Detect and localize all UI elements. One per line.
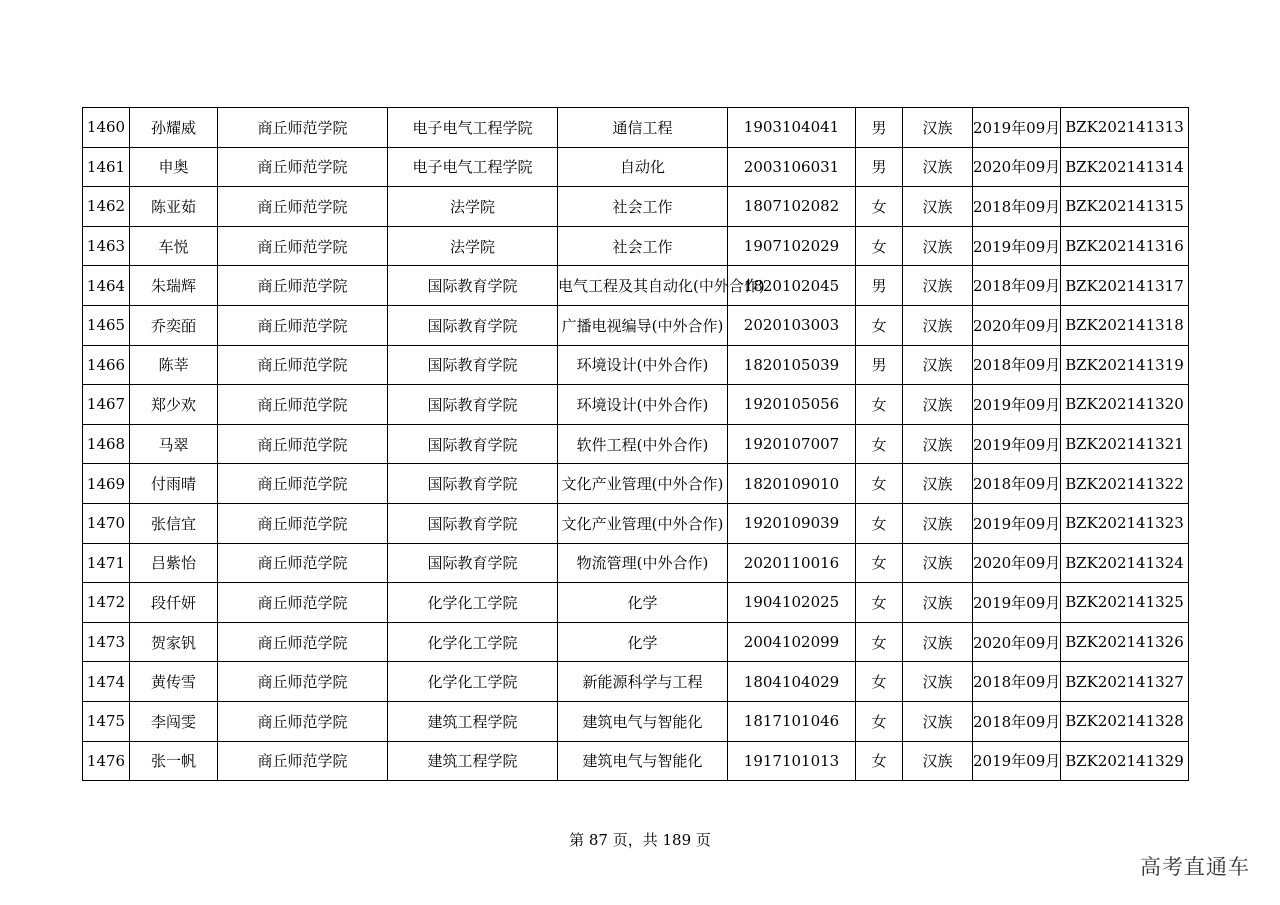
certificate-number-cell: BZK202141324: [1061, 543, 1189, 583]
ethnicity-cell: 汉族: [903, 583, 973, 623]
enrollment-date-cell: 2020年09月: [973, 622, 1061, 662]
college-cell: 化学化工学院: [388, 583, 558, 623]
enrollment-date-cell: 2018年09月: [973, 266, 1061, 306]
row-number-cell: 1469: [83, 464, 130, 504]
gender-cell: 女: [856, 385, 903, 425]
student-id-cell: 1817101046: [728, 701, 856, 741]
certificate-number-cell: BZK202141314: [1061, 147, 1189, 187]
gender-cell: 男: [856, 266, 903, 306]
school-cell: 商丘师范学院: [218, 662, 388, 702]
student-name-cell: 张一帆: [130, 741, 218, 781]
school-cell: 商丘师范学院: [218, 226, 388, 266]
student-name-cell: 吕紫怡: [130, 543, 218, 583]
student-name-cell: 申奥: [130, 147, 218, 187]
row-number-cell: 1463: [83, 226, 130, 266]
table-row: [83, 266, 1189, 306]
gender-cell: 女: [856, 424, 903, 464]
college-cell: 国际教育学院: [388, 543, 558, 583]
college-cell: 建筑工程学院: [388, 741, 558, 781]
gender-cell: 女: [856, 305, 903, 345]
college-cell: 化学化工学院: [388, 622, 558, 662]
row-number-cell: 1476: [83, 741, 130, 781]
student-id-cell: 1907102029: [728, 226, 856, 266]
table-row: [83, 424, 1189, 464]
college-cell: 国际教育学院: [388, 385, 558, 425]
student-id-cell: 1820105039: [728, 345, 856, 385]
row-number-cell: 1465: [83, 305, 130, 345]
enrollment-date-cell: 2020年09月: [973, 305, 1061, 345]
student-name-cell: 陈亚茹: [130, 187, 218, 227]
college-cell: 国际教育学院: [388, 305, 558, 345]
college-cell: 国际教育学院: [388, 424, 558, 464]
major-cell: 化学: [558, 622, 728, 662]
student-name-cell: 朱瑞辉: [130, 266, 218, 306]
gender-cell: 女: [856, 543, 903, 583]
table-row: [83, 108, 1189, 148]
major-cell: 文化产业管理(中外合作): [558, 503, 728, 543]
school-cell: 商丘师范学院: [218, 543, 388, 583]
enrollment-date-cell: 2020年09月: [973, 147, 1061, 187]
certificate-number-cell: BZK202141320: [1061, 385, 1189, 425]
major-cell: 电气工程及其自动化(中外合作): [558, 266, 728, 306]
college-cell: 电子电气工程学院: [388, 147, 558, 187]
college-cell: 国际教育学院: [388, 503, 558, 543]
school-cell: 商丘师范学院: [218, 424, 388, 464]
student-name-cell: 乔奕皕: [130, 305, 218, 345]
certificate-number-cell: BZK202141315: [1061, 187, 1189, 227]
student-name-cell: 贺家钒: [130, 622, 218, 662]
certificate-number-cell: BZK202141313: [1061, 108, 1189, 148]
school-cell: 商丘师范学院: [218, 503, 388, 543]
college-cell: 化学化工学院: [388, 662, 558, 702]
major-cell: 环境设计(中外合作): [558, 385, 728, 425]
school-cell: 商丘师范学院: [218, 305, 388, 345]
certificate-number-cell: BZK202141323: [1061, 503, 1189, 543]
student-id-cell: 1904102025: [728, 583, 856, 623]
student-name-cell: 车悦: [130, 226, 218, 266]
roster-body: [83, 108, 1189, 781]
row-number-cell: 1470: [83, 503, 130, 543]
enrollment-date-cell: 2018年09月: [973, 345, 1061, 385]
college-cell: 法学院: [388, 187, 558, 227]
gender-cell: 男: [856, 108, 903, 148]
table-row: [83, 543, 1189, 583]
table-row: [83, 345, 1189, 385]
table-row: [83, 583, 1189, 623]
enrollment-date-cell: 2018年09月: [973, 464, 1061, 504]
row-number-cell: 1475: [83, 701, 130, 741]
school-cell: 商丘师范学院: [218, 385, 388, 425]
major-cell: 文化产业管理(中外合作): [558, 464, 728, 504]
major-cell: 建筑电气与智能化: [558, 741, 728, 781]
enrollment-date-cell: 2019年09月: [973, 108, 1061, 148]
ethnicity-cell: 汉族: [903, 701, 973, 741]
ethnicity-cell: 汉族: [903, 662, 973, 702]
enrollment-date-cell: 2019年09月: [973, 385, 1061, 425]
student-id-cell: 1820102045: [728, 266, 856, 306]
gender-cell: 女: [856, 226, 903, 266]
student-id-cell: 1920105056: [728, 385, 856, 425]
certificate-number-cell: BZK202141317: [1061, 266, 1189, 306]
table-row: [83, 503, 1189, 543]
row-number-cell: 1460: [83, 108, 130, 148]
student-roster-table: [82, 107, 1189, 781]
row-number-cell: 1472: [83, 583, 130, 623]
ethnicity-cell: 汉族: [903, 187, 973, 227]
certificate-number-cell: BZK202141322: [1061, 464, 1189, 504]
certificate-number-cell: BZK202141325: [1061, 583, 1189, 623]
gender-cell: 女: [856, 583, 903, 623]
row-number-cell: 1466: [83, 345, 130, 385]
row-number-cell: 1474: [83, 662, 130, 702]
student-id-cell: 1804104029: [728, 662, 856, 702]
student-name-cell: 马翠: [130, 424, 218, 464]
student-name-cell: 郑少欢: [130, 385, 218, 425]
student-id-cell: 1920109039: [728, 503, 856, 543]
major-cell: 软件工程(中外合作): [558, 424, 728, 464]
gender-cell: 女: [856, 503, 903, 543]
certificate-number-cell: BZK202141318: [1061, 305, 1189, 345]
school-cell: 商丘师范学院: [218, 108, 388, 148]
enrollment-date-cell: 2018年09月: [973, 701, 1061, 741]
certificate-number-cell: BZK202141327: [1061, 662, 1189, 702]
ethnicity-cell: 汉族: [903, 305, 973, 345]
school-cell: 商丘师范学院: [218, 583, 388, 623]
student-name-cell: 陈莘: [130, 345, 218, 385]
row-number-cell: 1461: [83, 147, 130, 187]
enrollment-date-cell: 2018年09月: [973, 662, 1061, 702]
row-number-cell: 1462: [83, 187, 130, 227]
major-cell: 社会工作: [558, 187, 728, 227]
major-cell: 自动化: [558, 147, 728, 187]
enrollment-date-cell: 2019年09月: [973, 226, 1061, 266]
college-cell: 建筑工程学院: [388, 701, 558, 741]
enrollment-date-cell: 2019年09月: [973, 583, 1061, 623]
table-row: [83, 147, 1189, 187]
major-cell: 社会工作: [558, 226, 728, 266]
school-cell: 商丘师范学院: [218, 345, 388, 385]
student-name-cell: 孙耀威: [130, 108, 218, 148]
table-row: [83, 622, 1189, 662]
ethnicity-cell: 汉族: [903, 424, 973, 464]
major-cell: 物流管理(中外合作): [558, 543, 728, 583]
row-number-cell: 1464: [83, 266, 130, 306]
college-cell: 国际教育学院: [388, 464, 558, 504]
student-id-cell: 2003106031: [728, 147, 856, 187]
gender-cell: 女: [856, 622, 903, 662]
college-cell: 国际教育学院: [388, 266, 558, 306]
enrollment-date-cell: 2020年09月: [973, 543, 1061, 583]
school-cell: 商丘师范学院: [218, 187, 388, 227]
student-id-cell: 2020110016: [728, 543, 856, 583]
row-number-cell: 1471: [83, 543, 130, 583]
school-cell: 商丘师范学院: [218, 701, 388, 741]
row-number-cell: 1473: [83, 622, 130, 662]
student-name-cell: 段仟妍: [130, 583, 218, 623]
major-cell: 建筑电气与智能化: [558, 701, 728, 741]
student-name-cell: 李闯雯: [130, 701, 218, 741]
major-cell: 环境设计(中外合作): [558, 345, 728, 385]
student-id-cell: 1820109010: [728, 464, 856, 504]
school-cell: 商丘师范学院: [218, 147, 388, 187]
student-id-cell: 2020103003: [728, 305, 856, 345]
table-row: [83, 741, 1189, 781]
student-name-cell: 张信宜: [130, 503, 218, 543]
school-cell: 商丘师范学院: [218, 741, 388, 781]
student-id-cell: 1807102082: [728, 187, 856, 227]
ethnicity-cell: 汉族: [903, 226, 973, 266]
student-name-cell: 付雨晴: [130, 464, 218, 504]
major-cell: 广播电视编导(中外合作): [558, 305, 728, 345]
college-cell: 国际教育学院: [388, 345, 558, 385]
school-cell: 商丘师范学院: [218, 266, 388, 306]
certificate-number-cell: BZK202141319: [1061, 345, 1189, 385]
major-cell: 新能源科学与工程: [558, 662, 728, 702]
ethnicity-cell: 汉族: [903, 464, 973, 504]
ethnicity-cell: 汉族: [903, 503, 973, 543]
table-row: [83, 662, 1189, 702]
gender-cell: 女: [856, 662, 903, 702]
gender-cell: 女: [856, 741, 903, 781]
ethnicity-cell: 汉族: [903, 741, 973, 781]
student-id-cell: 1903104041: [728, 108, 856, 148]
table-row: [83, 385, 1189, 425]
certificate-number-cell: BZK202141316: [1061, 226, 1189, 266]
enrollment-date-cell: 2019年09月: [973, 503, 1061, 543]
gender-cell: 女: [856, 187, 903, 227]
table-row: [83, 187, 1189, 227]
ethnicity-cell: 汉族: [903, 345, 973, 385]
row-number-cell: 1468: [83, 424, 130, 464]
ethnicity-cell: 汉族: [903, 622, 973, 662]
student-id-cell: 1917101013: [728, 741, 856, 781]
major-cell: 化学: [558, 583, 728, 623]
school-cell: 商丘师范学院: [218, 464, 388, 504]
watermark-logo: 高考直通车: [1140, 855, 1250, 879]
college-cell: 电子电气工程学院: [388, 108, 558, 148]
row-number-cell: 1467: [83, 385, 130, 425]
ethnicity-cell: 汉族: [903, 147, 973, 187]
certificate-number-cell: BZK202141328: [1061, 701, 1189, 741]
student-id-cell: 2004102099: [728, 622, 856, 662]
major-cell: 通信工程: [558, 108, 728, 148]
enrollment-date-cell: 2018年09月: [973, 187, 1061, 227]
table-row: [83, 226, 1189, 266]
student-id-cell: 1920107007: [728, 424, 856, 464]
enrollment-date-cell: 2019年09月: [973, 741, 1061, 781]
ethnicity-cell: 汉族: [903, 543, 973, 583]
gender-cell: 女: [856, 701, 903, 741]
gender-cell: 女: [856, 464, 903, 504]
ethnicity-cell: 汉族: [903, 108, 973, 148]
enrollment-date-cell: 2019年09月: [973, 424, 1061, 464]
ethnicity-cell: 汉族: [903, 266, 973, 306]
certificate-number-cell: BZK202141326: [1061, 622, 1189, 662]
certificate-number-cell: BZK202141329: [1061, 741, 1189, 781]
college-cell: 法学院: [388, 226, 558, 266]
gender-cell: 男: [856, 345, 903, 385]
page-number: 第 87 页，共 189 页: [569, 831, 711, 849]
ethnicity-cell: 汉族: [903, 385, 973, 425]
certificate-number-cell: BZK202141321: [1061, 424, 1189, 464]
school-cell: 商丘师范学院: [218, 622, 388, 662]
table-row: [83, 305, 1189, 345]
table-row: [83, 701, 1189, 741]
student-name-cell: 黄传雪: [130, 662, 218, 702]
gender-cell: 男: [856, 147, 903, 187]
table-row: [83, 464, 1189, 504]
